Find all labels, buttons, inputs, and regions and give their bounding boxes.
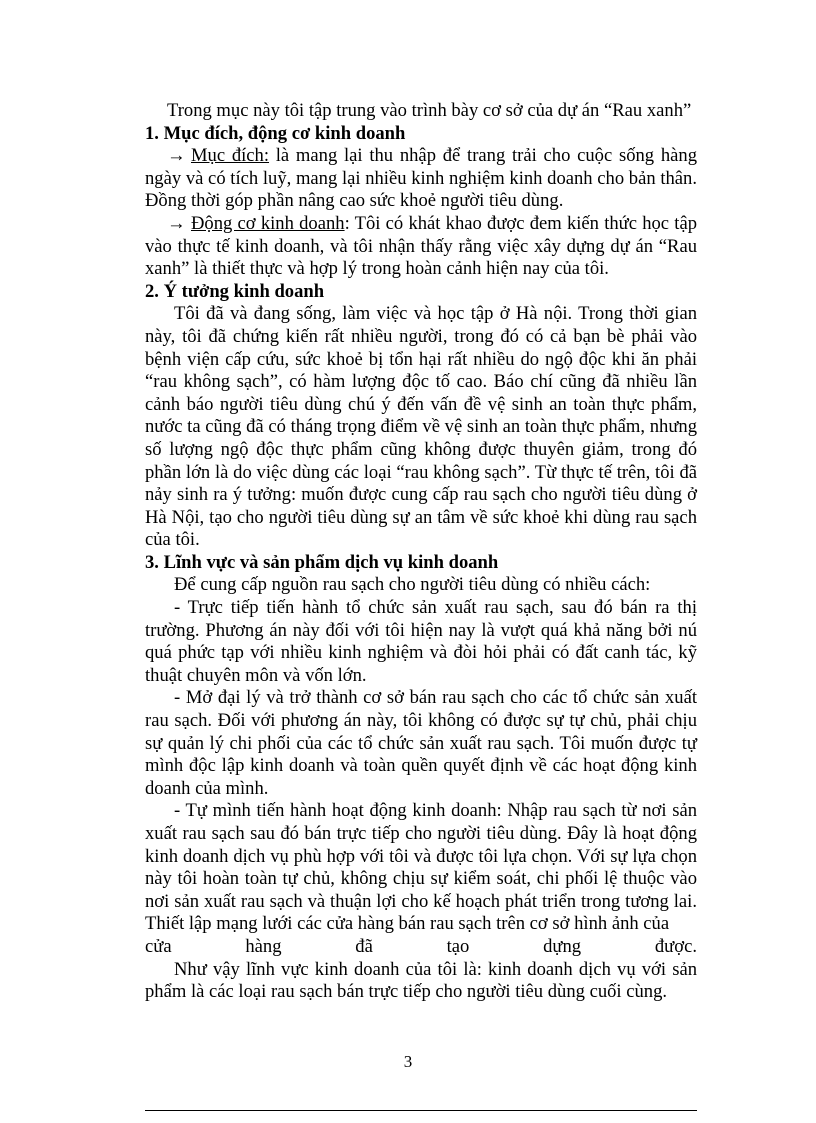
intro-paragraph: Trong mục này tôi tập trung vào trình bày cơ sở của dự án “Rau xanh” — [167, 100, 692, 121]
option-2-paragraph: - Mở đại lý và trở thành cơ sở bán rau sạch cho các tổ chức sản xuất rau sạch. Đối với phương án này, tôi không có được sự tự chủ, phải chịu sự quản lý chi phối của các tổ chức sản xuất rau sạch. Tôi muốn được tự mình độc lập kinh doanh và toàn quền quyết định về các hoạt động kinh doanh của mình. — [145, 687, 697, 799]
purpose-label: Mục đích: — [191, 145, 270, 167]
right-arrow-icon: → — [167, 212, 186, 234]
conclusion-paragraph: Như vậy lĩnh vực kinh doanh của tôi là: kinh doanh dịch vụ với sản phẩm là các loại rau sạch bán trực tiếp cho người tiêu dùng cuối cùng. — [145, 958, 697, 1003]
right-arrow-icon: → — [167, 145, 186, 167]
document-body — [145, 100, 697, 1004]
purpose-text: là mang lại thu nhập để trang trải cho cuộc sống hàng ngày và có tích luỹ, mang lại nhiều kinh nghiệm kinh doanh cho bản thân. Đồng thời góp phần nâng cao sức khoẻ người tiêu dùng. — [145, 145, 697, 212]
section-1-heading: 1. Mục đích, động cơ kinh doanh — [145, 122, 406, 144]
option-3-tail: cửa hàng đã tạo dựng được. — [145, 935, 697, 957]
motive-text: : Tôi có khát khao được đem kiến thức học tập vào thực tế kinh doanh, và tôi nhận thấy rằng việc xây dựng dự án “Rau xanh” là thiết thực và hợp lý trong hoàn cảnh hiện nay của tôi. — [145, 212, 697, 280]
motive-label: Động cơ kinh doanh — [191, 212, 345, 234]
option-1-paragraph: - Trực tiếp tiến hành tổ chức sản xuất rau sạch, sau đó bán ra thị trường. Phương án này đối với tôi hiện nay là vượt quá khả năng bởi nú quá phức tạp với nhiều kinh nghiệm và đòi hỏi phải có đất canh tác, kỹ thuật chuyên môn và vốn lớn. — [145, 597, 697, 686]
section-3-heading: 3. Lĩnh vực và sản phẩm dịch vụ kinh doanh — [145, 551, 499, 573]
footer-divider — [145, 1110, 697, 1111]
motive-paragraph — [145, 213, 697, 281]
section-2-heading: 2. Ý tưởng kinh doanh — [145, 280, 325, 302]
page-number: 3 — [403, 1052, 413, 1071]
option-3-paragraph: - Tự mình tiến hành hoạt động kinh doanh: Nhập rau sạch từ nơi sản xuất rau sạch sau đó bán trực tiếp cho người tiêu dùng. Đây là hoạt động kinh doanh dịch vụ phù hợp với tôi và được tôi lựa chọn. Với sự lựa chọn này tôi hoàn toàn tự chủ, không chịu sự kiểm soát, chi phối lệ thuộc vào nơi sản xuất rau sạch và thuận lợi cho kế hoạch phát triển trong tương lai. Thiết lập mạng lưới các cửa hàng bán rau sạch trên cơ sở hình ảnh của — [145, 800, 697, 935]
section-3-lead: Để cung cấp nguồn rau sạch cho người tiêu dùng có nhiều cách: — [174, 574, 651, 596]
idea-paragraph: Tôi đã và đang sống, làm việc và học tập ở Hà nội. Trong thời gian này, tôi đã chứng kiến rất nhiều người, trong đó có cả bạn bè phải vào bệnh viện cấp cứu, sức khoẻ bị tổn hại rất nhiều do ngộ độc khi ăn phải “rau không sạch”, có hàm lượng độc tố cao. Báo chí cũng đã nhiều lần cảnh báo người tiêu dùng chú ý đến vấn đề vệ sinh an toàn thực phẩm, nước ta cũng đã có tháng trọng điểm về vệ sinh an toàn thực phẩm, nhưng số lượng ngộ độc thực phẩm cũng không được thuyên giảm, trong đó phần lớn là do việc dùng các loại “rau không sạch”. Từ thực tế trên, tôi đã nảy sinh ra ý tưởng: muốn được cung cấp rau sạch cho người tiêu dùng ở Hà Nội, tạo cho người tiêu dùng sự an tâm về sức khoẻ khi dùng rau sạch của tôi. — [145, 303, 697, 551]
purpose-paragraph — [145, 145, 697, 213]
